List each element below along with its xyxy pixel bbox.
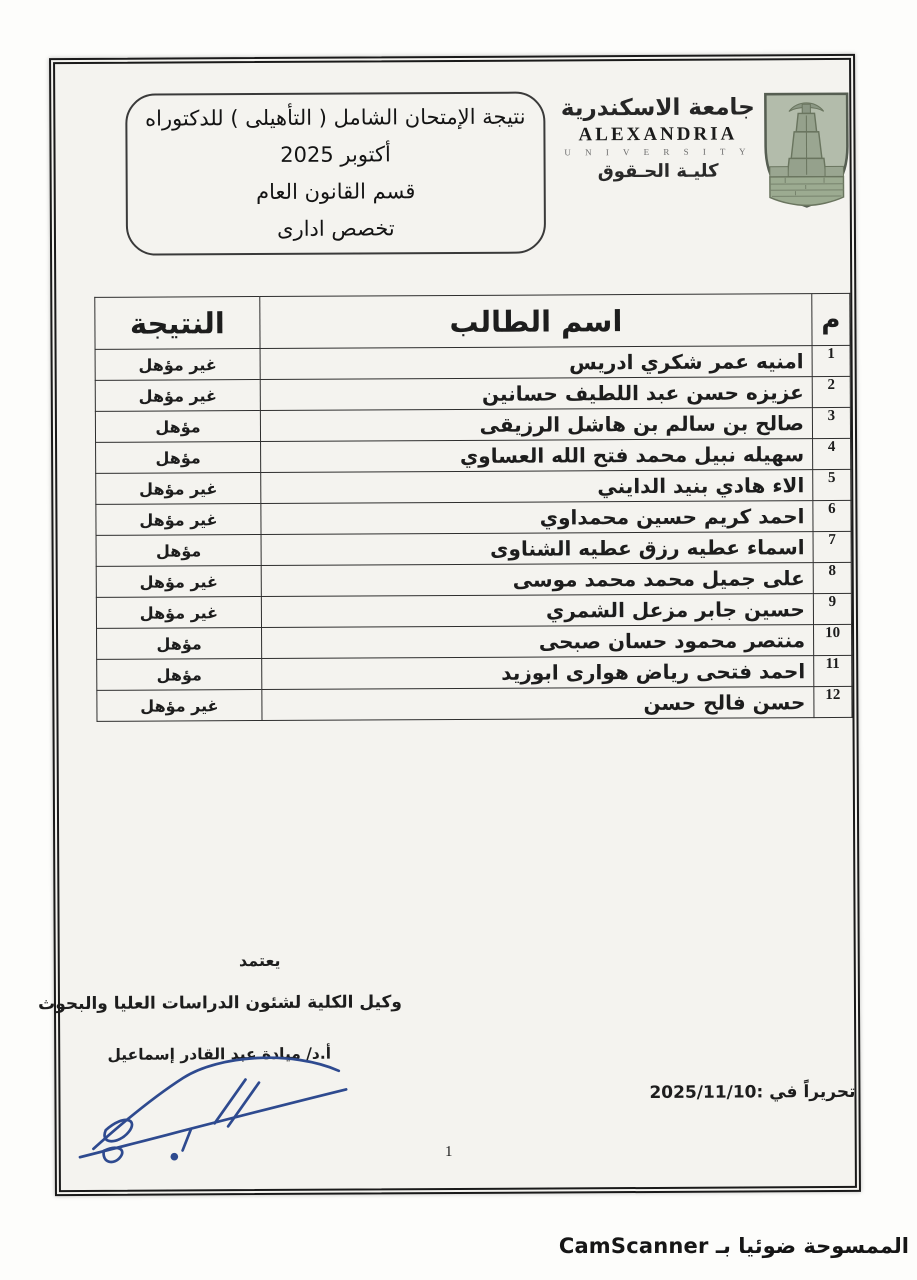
student-name-cell: اسماء عطيه رزق عطيه الشناوى (261, 532, 813, 566)
table-header-row (95, 293, 850, 349)
university-logo (560, 86, 861, 238)
table-row (96, 562, 851, 597)
table-row (96, 531, 851, 566)
student-number-cell: 3 (812, 407, 850, 438)
table-row (96, 593, 851, 628)
student-name-cell: منتصر محمود حسان صبحى (262, 625, 814, 659)
table-row (97, 655, 852, 690)
student-number-cell: 8 (813, 562, 851, 593)
specialization-line: تخصص ادارى (277, 216, 395, 241)
exam-session-line: أكتوبر 2025 (280, 142, 391, 167)
table-row (96, 469, 851, 504)
university-name-english-sub: U N I V E R S I T Y (564, 146, 752, 158)
student-number-cell: 1 (812, 345, 850, 376)
student-number-cell: 7 (813, 531, 851, 562)
table-row (96, 438, 851, 473)
result-cell: غير مؤهل (95, 380, 260, 412)
student-name-cell: عزيزه حسن عبد اللطيف حسانين (260, 377, 812, 411)
student-name-cell: صالح بن سالم بن هاشل الرزيقى (260, 408, 812, 442)
camscanner-watermark: الممسوحة ضوئيا بـ CamScanner (558, 1234, 909, 1258)
result-cell: غير مؤهل (95, 349, 260, 381)
result-cell: مؤهل (95, 411, 260, 443)
result-cell: مؤهل (96, 442, 261, 474)
table-row (97, 624, 852, 659)
header-student-name: اسم الطالب (260, 294, 812, 349)
result-cell: غير مؤهل (97, 690, 262, 722)
student-number-cell: 10 (814, 624, 852, 655)
approval-label: يعتمد (238, 950, 281, 971)
university-name-arabic: جامعة الاسكندرية (560, 94, 755, 122)
signature-scribble-icon (74, 1048, 355, 1173)
table-row (95, 345, 850, 380)
table-row (95, 407, 850, 442)
student-name-cell: حسين جابر مزعل الشمري (261, 594, 813, 628)
exam-title-box (125, 92, 546, 256)
table-row (95, 376, 850, 411)
student-number-cell: 2 (812, 376, 850, 407)
student-name-cell: امنيه عمر شكري ادريس (260, 346, 812, 380)
result-cell: غير مؤهل (96, 504, 261, 536)
exam-title-line: نتيجة الإمتحان الشامل ( التأهيلى ) للدكتوراه (145, 104, 526, 131)
scan-page-frame (38, 54, 861, 1196)
result-cell: مؤهل (96, 535, 261, 567)
student-number-cell: 6 (813, 500, 851, 531)
student-name-cell: احمد كريم حسين محمداوي (261, 501, 813, 535)
university-name-english: ALEXANDRIA (578, 123, 738, 146)
table-row (96, 500, 851, 535)
student-number-cell: 11 (814, 655, 852, 686)
student-number-cell: 12 (814, 686, 852, 717)
page-number: 1 (444, 1144, 453, 1161)
header-result: النتيجة (95, 297, 260, 350)
department-line: قسم القانون العام (256, 179, 416, 205)
result-cell: غير مؤهل (96, 566, 261, 598)
faculty-name: كليـة الحـقوق (597, 160, 719, 183)
university-shield-icon (760, 86, 853, 214)
approver-title: وكيل الكلية لشئون الدراسات العليا والبحوث (38, 992, 403, 1015)
table-row (97, 686, 852, 721)
approver-name: أ.د/ ميادة عبد القادر إسماعيل (107, 1044, 332, 1064)
student-name-cell: حسن فالح حسن (262, 687, 814, 721)
result-cell: مؤهل (97, 659, 262, 691)
result-cell: غير مؤهل (96, 473, 261, 505)
student-name-cell: سهيله نبيل محمد فتح الله العساوي (261, 439, 813, 473)
student-name-cell: الاء هادي بنيد الدايني (261, 470, 813, 504)
student-name-cell: على جميل محمد محمد موسى (261, 563, 813, 597)
student-name-cell: احمد فتحى رياض هوارى ابوزيد (262, 656, 814, 690)
date-line: تحريراً في :2025/11/10 (649, 1081, 856, 1103)
result-cell: مؤهل (97, 628, 262, 660)
results-table (94, 293, 852, 722)
student-number-cell: 9 (813, 593, 851, 624)
university-logo-text (560, 94, 755, 182)
student-number-cell: 5 (813, 469, 851, 500)
header-number: م (812, 293, 850, 345)
student-number-cell: 4 (813, 438, 851, 469)
result-cell: غير مؤهل (96, 597, 261, 629)
